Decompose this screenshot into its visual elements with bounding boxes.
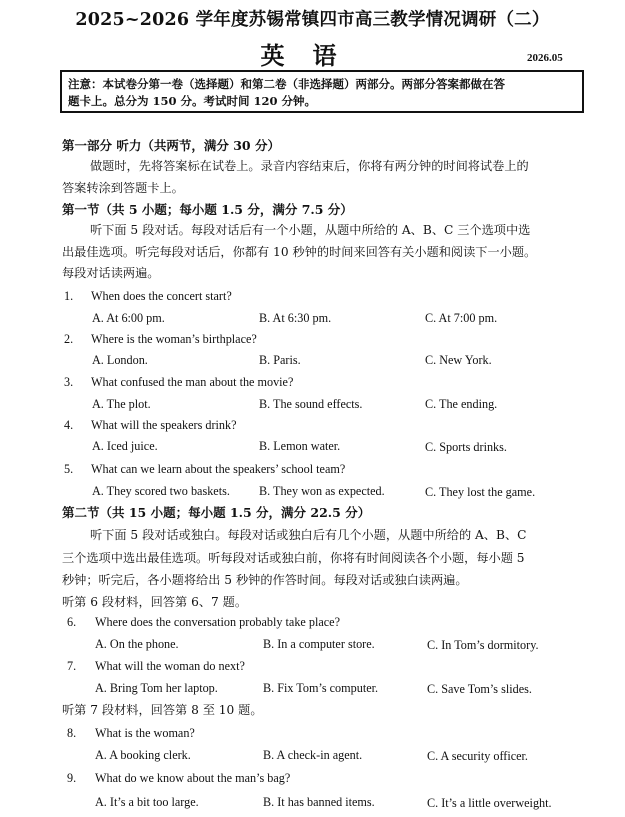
option-b: B. Fix Tom’s computer.	[263, 681, 379, 695]
notice-line-1: 注意：本试卷分第一卷（选择题）和第二卷（非选择题）两部分。两部分答案都做在答	[68, 77, 505, 91]
option-b: B. Paris.	[259, 353, 301, 367]
option-c: C. Sports drinks.	[425, 440, 507, 454]
option-c: C. Save Tom’s slides.	[427, 682, 532, 696]
option-a: A. A booking clerk.	[95, 748, 191, 762]
question-number: 2.	[64, 332, 74, 346]
question-number: 9.	[67, 771, 77, 785]
part1-intro-2: 答案转涂到答题卡上。	[62, 181, 184, 195]
subject-title: 英语	[260, 41, 365, 70]
option-a: A. The plot.	[92, 397, 151, 411]
option-c: C. They lost the game.	[425, 485, 536, 499]
part1-heading: 第一部分 听力（共两节，满分 30 分）	[62, 138, 280, 153]
section2-instr-2: 三个选项中选出最佳选项。听每段对话或独白前，你将有时间阅读各个小题，每小题 5	[62, 551, 525, 565]
section1-instr-2: 出最佳选项。听完每段对话后，你都有 10 秒钟的时间来回答有关小题和阅读下一小题。	[62, 245, 537, 259]
option-a: A. They scored two baskets.	[92, 484, 230, 498]
question-text: Where does the conversation probably take place?	[95, 615, 340, 629]
option-a: A. Iced juice.	[92, 439, 158, 453]
option-a: A. At 6:00 pm.	[92, 311, 165, 325]
question-text: What confused the man about the movie?	[91, 375, 294, 389]
option-b: B. A check-in agent.	[263, 748, 363, 762]
exam-title: 2025~2026 学年度苏锡常镇四市高三教学情况调研（二）	[75, 10, 550, 30]
question-text: What will the speakers drink?	[91, 418, 237, 432]
question-number: 6.	[67, 615, 77, 629]
option-b: B. Lemon water.	[259, 439, 341, 453]
section2-instr-1: 听下面 5 段对话或独白。每段对话或独白后有几个小题，从题中所给的 A、B、C	[90, 528, 527, 542]
option-b: B. At 6:30 pm.	[259, 311, 332, 325]
material-6-note: 听第 6 段材料，回答第 6、7 题。	[62, 595, 248, 609]
notice-box	[60, 70, 584, 113]
question-text: What will the woman do next?	[95, 659, 245, 673]
section1-instr-1: 听下面 5 段对话。每段对话后有一个小题，从题中所给的 A、B、C 三个选项中选	[90, 223, 531, 237]
question-number: 1.	[64, 289, 74, 303]
option-a: A. Bring Tom her laptop.	[95, 681, 218, 695]
section2-instr-3: 秒钟；听完后，各小题将给出 5 秒钟的作答时间。每段对话或独白读两遍。	[62, 573, 468, 587]
option-b: B. The sound effects.	[259, 397, 363, 411]
option-c: C. In Tom’s dormitory.	[427, 638, 539, 652]
section2-heading: 第二节（共 15 小题；每小题 1.5 分，满分 22.5 分）	[62, 505, 371, 520]
option-b: B. They won as expected.	[259, 484, 385, 498]
option-c: C. It’s a little overweight.	[427, 796, 552, 810]
option-c: C. A security officer.	[427, 749, 528, 763]
question-number: 5.	[64, 462, 74, 476]
option-c: C. At 7:00 pm.	[425, 311, 498, 325]
question-text: What can we learn about the speakers’ school team?	[91, 462, 346, 476]
option-a: A. It’s a bit too large.	[95, 795, 199, 809]
option-c: C. New York.	[425, 353, 492, 367]
question-number: 7.	[67, 659, 77, 673]
question-text: What do we know about the man’s bag?	[95, 771, 291, 785]
question-text: When does the concert start?	[91, 289, 232, 303]
exam-date: 2026.05	[527, 52, 563, 64]
part1-intro-1: 做题时，先将答案标在试卷上。录音内容结束后，你将有两分钟的时间将试卷上的	[90, 159, 529, 173]
option-c: C. The ending.	[425, 397, 498, 411]
option-b: B. It has banned items.	[263, 795, 375, 809]
option-a: A. London.	[92, 353, 148, 367]
question-number: 8.	[67, 726, 77, 740]
question-number: 3.	[64, 375, 74, 389]
question-text: What is the woman?	[95, 726, 195, 740]
option-b: B. In a computer store.	[263, 637, 375, 651]
question-number: 4.	[64, 418, 74, 432]
option-a: A. On the phone.	[95, 637, 179, 651]
question-text: Where is the woman’s birthplace?	[91, 332, 257, 346]
material-7-note: 听第 7 段材料，回答第 8 至 10 题。	[62, 703, 263, 717]
notice-line-2: 题卡上。总分为 150 分。考试时间 120 分钟。	[68, 94, 317, 108]
section1-instr-3: 每段对话读两遍。	[62, 266, 160, 280]
section1-heading: 第一节（共 5 小题；每小题 1.5 分，满分 7.5 分）	[62, 202, 353, 217]
